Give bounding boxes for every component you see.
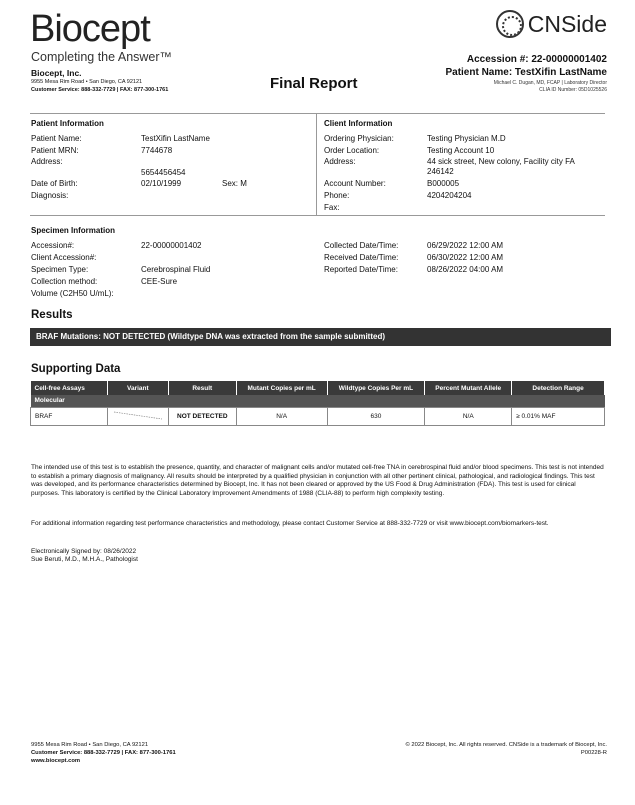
supporting-data-heading: Supporting Data — [31, 363, 121, 375]
specimen-type-value: Cerebrospinal Fluid — [141, 265, 211, 274]
cell-assay: BRAF — [31, 407, 108, 425]
col-header: Wildtype Copies Per mL — [327, 381, 425, 395]
cnside-logo — [496, 10, 607, 38]
account-value: B000005 — [427, 179, 460, 188]
intended-use-paragraph: The intended use of this test is to establish the presence, quantity, and character of malignant cells and/or mutated cell-free TNA in cerebrospinal fluid and/or blood specimens. This test is not intended to establish a primary diagnosis of malignancy. All results should be interpreted by a qualified physician in conjunction with all other pertinent clinical, pathological, and radiological findings. This test was developed, and its performance characteristics determined by Biocept, Inc. It has not been cleared or approved by the US Food & Drug Administration (FDA). This test is used for clinical purposes. This laboratory is certified by the Clinical Laboratory Improvement Amendments of 1988 (CLIA-88) to perform high complexity testing. — [31, 464, 604, 497]
report-title: Final Report — [270, 75, 358, 92]
location-value: Testing Account 10 — [427, 146, 495, 155]
client-zip-value: 246142 — [427, 167, 454, 176]
volume-label: Volume (C2H50 U/mL): — [31, 289, 114, 298]
lab-director: Michael C. Dugan, MD, FCAP | Laboratory Director — [493, 80, 607, 86]
col-header: Percent Mutant Allele — [425, 381, 512, 395]
patient-name-value: TestXifin LastName — [141, 134, 210, 143]
braf-result-banner: BRAF Mutations: NOT DETECTED (Wildtype DNA was extracted from the sample submitted) — [30, 328, 611, 346]
reported-value: 08/26/2022 04:00 AM — [427, 265, 504, 274]
patient-name-header: Patient Name: TestXifin LastName — [445, 67, 607, 78]
variant-slash-mark — [112, 409, 164, 421]
cnside-wordmark: CNSide — [527, 10, 607, 37]
received-label: Received Date/Time: — [324, 253, 399, 262]
received-value: 06/30/2022 12:00 AM — [427, 253, 504, 262]
signer-name: Sue Beruti, M.D., M.H.A., Pathologist — [31, 556, 138, 563]
col-header: Cell-free Assays — [31, 381, 108, 395]
patient-address-value: 5654456454 — [141, 168, 186, 177]
collection-method-value: CEE-Sure — [141, 277, 178, 286]
collected-label: Collected Date/Time: — [324, 241, 399, 250]
collection-method-label: Collection method: — [31, 277, 98, 286]
physician-value: Testing Physician M.D — [427, 134, 506, 143]
results-heading: Results — [31, 309, 73, 321]
client-info-heading: Client Information — [324, 119, 393, 128]
dob-label: Date of Birth: — [31, 179, 78, 188]
brain-icon — [496, 10, 524, 38]
additional-info-paragraph: For additional information regarding test performance characteristics and methodology, please contact Customer Service at 888-332-7729 or visit www.biocept.com/biomarkers-test. — [31, 520, 549, 527]
cell-percent-mutant: N/A — [425, 407, 512, 425]
account-label: Account Number: — [324, 179, 386, 188]
footer-code: P00228-R — [580, 750, 607, 756]
footer-website: www.biocept.com — [31, 758, 81, 764]
dob-value: 02/10/1999 — [141, 179, 182, 188]
biocept-logo: Biocept — [30, 8, 150, 50]
cell-result: NOT DETECTED — [168, 407, 236, 425]
table-row — [31, 407, 605, 425]
group-row — [31, 395, 605, 407]
physician-label: Ordering Physician: — [324, 134, 394, 143]
cell-variant — [107, 407, 168, 425]
cell-wildtype-copies: 630 — [327, 407, 425, 425]
col-header: Variant — [107, 381, 168, 395]
footer-address: 9955 Mesa Rim Road • San Diego, CA 92121 — [31, 742, 149, 748]
collected-value: 06/29/2022 12:00 AM — [427, 241, 504, 250]
patient-address-label: Address: — [31, 157, 63, 166]
supporting-data-table — [30, 381, 605, 426]
spec-accession-label: Accession#: — [31, 241, 75, 250]
signed-by: Electronically Signed by: 08/26/2022 — [31, 548, 137, 555]
col-header: Mutant Copies per mL — [236, 381, 327, 395]
sex-value: Sex: M — [222, 179, 247, 188]
tagline: Completing the Answer™ — [31, 50, 173, 64]
cell-mutant-copies: N/A — [236, 407, 327, 425]
footer-service: Customer Service: 888-332-7729 | FAX: 877-300-1761 — [31, 750, 176, 756]
group-label: Molecular — [31, 395, 605, 407]
patient-mrn-value: 7744678 — [141, 146, 173, 155]
accession-number: Accession #: 22-00000001402 — [466, 54, 607, 65]
diagnosis-label: Diagnosis: — [31, 191, 69, 200]
patient-mrn-label: Patient MRN: — [31, 146, 79, 155]
phone-value: 4204204204 — [427, 191, 472, 200]
footer-copyright: © 2022 Biocept, Inc. All rights reserved. CNSide is a trademark of Biocept, Inc. — [405, 742, 607, 748]
col-header: Result — [168, 381, 236, 395]
patient-name-label: Patient Name: — [31, 134, 82, 143]
company-address: 9955 Mesa Rim Road • San Diego, CA 92121 — [31, 79, 143, 85]
fax-label: Fax: — [324, 203, 340, 212]
phone-label: Phone: — [324, 191, 350, 200]
specimen-type-label: Specimen Type: — [31, 265, 89, 274]
company-service: Customer Service: 888-332-7729 | FAX: 877-300-1761 — [31, 87, 169, 93]
col-header: Detection Range — [512, 381, 605, 395]
location-label: Order Location: — [324, 146, 380, 155]
reported-label: Reported Date/Time: — [324, 265, 398, 274]
clia-id: CLIA ID Number: 05D1025526 — [539, 87, 607, 93]
client-address-label: Address: — [324, 157, 356, 166]
cell-detection-range: ≥ 0.01% MAF — [512, 407, 605, 425]
specimen-info-heading: Specimen Information — [31, 226, 116, 235]
company-name: Biocept, Inc. — [31, 68, 82, 78]
divider — [30, 215, 605, 216]
patient-info-heading: Patient Information — [31, 119, 104, 128]
client-address-value: 44 sick street, New colony, Facility city FA — [427, 157, 575, 166]
table-header-row — [31, 381, 605, 395]
client-accession-label: Client Accession#: — [31, 253, 97, 262]
column-divider — [316, 113, 317, 215]
spec-accession-value: 22-00000001402 — [141, 241, 202, 250]
divider — [30, 113, 605, 114]
